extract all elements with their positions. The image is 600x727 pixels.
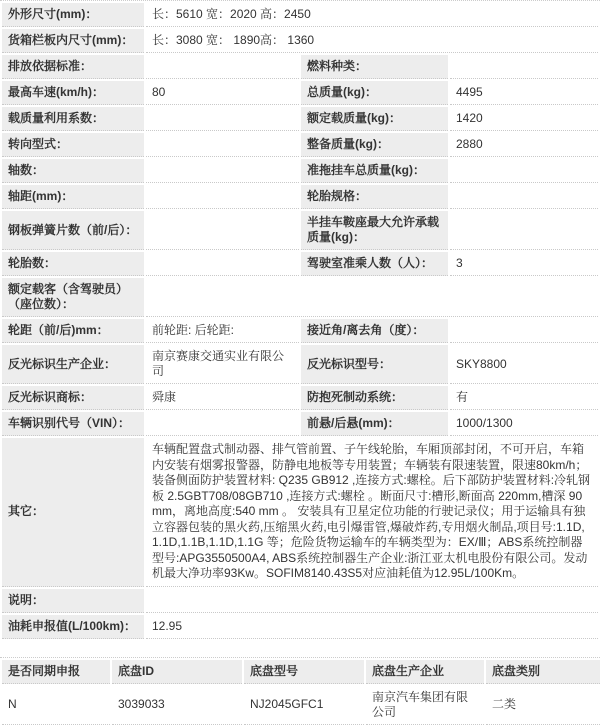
spec-label: 其它：: [2, 438, 144, 587]
spec-label: 额定载质量(kg)：: [301, 107, 448, 131]
spec-value: [146, 211, 299, 250]
spec-label: 前悬/后悬(mm)：: [301, 412, 448, 436]
chassis-header-cell: 是否同期申报: [2, 660, 110, 684]
spec-row: [2, 412, 598, 436]
spec-label: 总质量(kg)：: [301, 81, 448, 105]
spec-value: 车辆配置盘式制动器、排气管前置、子午线轮胎，车厢顶部封闭，不可开启，车箱内安装有烟雾报警器，防静电地板等专用装置；车辆装有限速装置，限速80km/h；装备侧面防护装置材料: Q235 GB912 ,连接方式:螺栓。后下部防护装置材料:冷轧钢板 2.5GBT708/08GB710 ,连接方式:螺栓 。断面尺寸:槽形,断面高 220mm,槽深 90 mm，离地高度:540 mm 。 安装具有卫星定位功能的行驶记录仪；用于运输具有独立容器包装的黑火药,压缩黑火药,电引爆雷管,爆破炸药,专用烟火制品,项目号:1.1D,1.1D,1.1B,1.1D,1.1G 等；危险货物运输车的车辆类型为：EX/Ⅲ；ABS系统控制器型号:APG3550500A4, ABS系统控制器生产企业:浙江亚太机电股份有限公司。发动机最大净功率93Kw。SOFIM8140.43S5对应油耗值为12.95L/100Km。: [146, 438, 598, 587]
spec-label: 车辆识别代号（VIN）：: [2, 412, 144, 436]
spec-value: [146, 412, 299, 436]
spec-value: 2880: [450, 133, 598, 157]
chassis-header-cell: 底盘生产企业: [366, 660, 484, 684]
spec-row: [2, 589, 598, 613]
spec-label: 整备质量(kg)：: [301, 133, 448, 157]
chassis-table: [0, 657, 600, 727]
spec-value: 3: [450, 252, 598, 276]
spec-value: 南京赛康交通实业有限公司: [146, 345, 299, 384]
spec-row: [2, 81, 598, 105]
spec-row: [2, 345, 598, 384]
spec-label: 燃料种类：: [301, 55, 448, 79]
spec-value: 长：5610 宽：2020 高：2450: [146, 3, 598, 27]
spec-label: 半挂车鞍座最大允许承载质量(kg)：: [301, 211, 448, 250]
spec-value: 舜康: [146, 386, 299, 410]
spec-label: 防抱死制动系统：: [301, 386, 448, 410]
spec-label: 钢板弹簧片数（前/后）：: [2, 211, 144, 250]
spec-value: 80: [146, 81, 299, 105]
spec-value: [146, 55, 299, 79]
spec-value: 前轮距: 后轮距:: [146, 319, 299, 343]
chassis-cell: 南京汽车集团有限公司: [366, 686, 484, 725]
spec-row: [2, 211, 598, 250]
spec-value: [146, 107, 299, 131]
chassis-cell: N: [2, 686, 110, 725]
spec-row: [2, 3, 598, 27]
spec-label: 排放依据标准：: [2, 55, 144, 79]
vehicle-spec-table-body: [2, 3, 598, 639]
chassis-row: [2, 686, 600, 725]
spec-value: [146, 252, 299, 276]
spec-label: 油耗申报值(L/100km)：: [2, 615, 144, 639]
spec-label: 反光标识生产企业：: [2, 345, 144, 384]
spec-label: 最高车速(km/h)：: [2, 81, 144, 105]
spec-value: [450, 211, 598, 250]
spec-label: 准拖挂车总质量(kg)：: [301, 159, 448, 183]
spec-value: [146, 185, 299, 209]
chassis-header-cell: 底盘类别: [486, 660, 600, 684]
spec-value: 长：3080 宽： 1890高： 1360: [146, 29, 598, 53]
spec-label: 轴距(mm)：: [2, 185, 144, 209]
spec-label: 说明：: [2, 589, 144, 613]
spec-row: [2, 278, 598, 317]
spec-label: 轮胎数：: [2, 252, 144, 276]
spec-value: [450, 319, 598, 343]
spec-value: [450, 159, 598, 183]
chassis-header-cell: 底盘ID: [112, 660, 242, 684]
spec-value: SKY8800: [450, 345, 598, 384]
spec-row: [2, 615, 598, 639]
spec-value: 1420: [450, 107, 598, 131]
spec-row: [2, 107, 598, 131]
chassis-header-row: [2, 660, 600, 684]
spec-label: 货箱栏板内尺寸(mm)：: [2, 29, 144, 53]
spec-value: [146, 278, 598, 317]
spec-value: [146, 159, 299, 183]
chassis-cell: 二类: [486, 686, 600, 725]
spec-row: [2, 319, 598, 343]
spec-row: [2, 29, 598, 53]
spec-value: [450, 55, 598, 79]
spec-value: 12.95: [146, 615, 598, 639]
spec-value: [146, 589, 598, 613]
spec-row: [2, 386, 598, 410]
spec-label: 轮距（前/后)mm：: [2, 319, 144, 343]
spec-row: [2, 438, 598, 587]
spec-row: [2, 252, 598, 276]
spec-row: [2, 159, 598, 183]
spec-value: 1000/1300: [450, 412, 598, 436]
spec-label: 额定载客（含驾驶员）（座位数）：: [2, 278, 144, 317]
spec-value: 4495: [450, 81, 598, 105]
spec-label: 载质量利用系数：: [2, 107, 144, 131]
spec-row: [2, 133, 598, 157]
spec-label: 接近角/离去角（度）：: [301, 319, 448, 343]
spec-label: 转向型式：: [2, 133, 144, 157]
spec-row: [2, 55, 598, 79]
chassis-header-cell: 底盘型号: [244, 660, 364, 684]
spec-label: 轮胎规格：: [301, 185, 448, 209]
spec-value: [450, 185, 598, 209]
spec-label: 轴数：: [2, 159, 144, 183]
spec-value: [146, 133, 299, 157]
spec-label: 外形尺寸(mm)：: [2, 3, 144, 27]
spec-label: 反光标识商标：: [2, 386, 144, 410]
chassis-table-body: [2, 686, 600, 725]
spec-label: 驾驶室准乘人数（人）：: [301, 252, 448, 276]
spec-value: 有: [450, 386, 598, 410]
spec-row: [2, 185, 598, 209]
chassis-cell: 3039033: [112, 686, 242, 725]
chassis-cell: NJ2045GFC1: [244, 686, 364, 725]
spec-label: 反光标识型号：: [301, 345, 448, 384]
